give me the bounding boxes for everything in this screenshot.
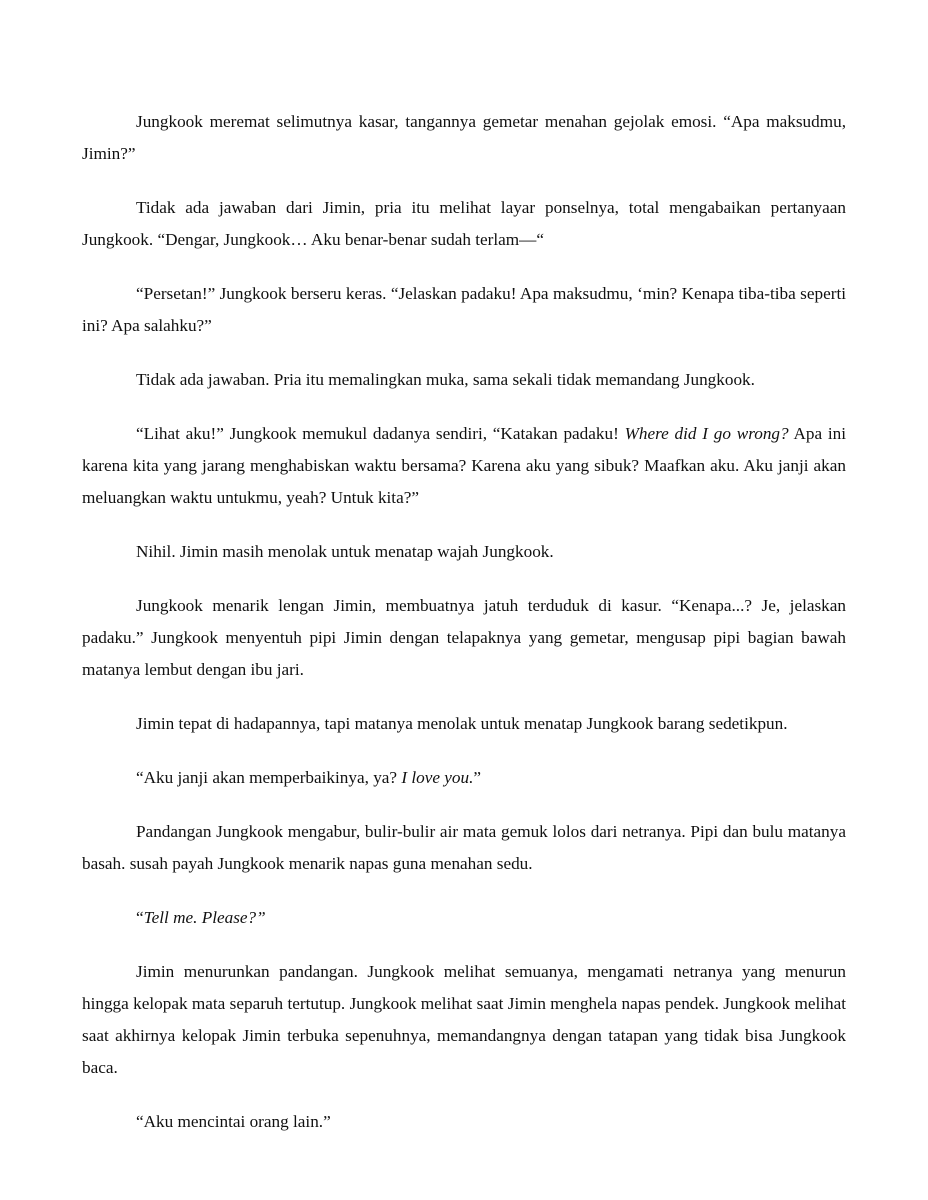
italic-text: I love you. <box>401 768 474 787</box>
paragraph <box>82 902 846 934</box>
paragraph <box>82 192 846 256</box>
paragraph-text: Pandangan Jungkook mengabur, bulir-bulir air mata gemuk lolos dari netranya. Pipi dan bulu matanya basah. susah payah Jungkook menarik napas guna menahan sedu. <box>82 822 846 873</box>
paragraph-text: Apa ini karena kita yang jarang menghabiskan waktu bersama? Karena aku yang sibuk? Maafkan aku. Aku janji akan meluangkan waktu untukmu, yeah? Untuk kita?” <box>82 424 846 507</box>
paragraph <box>82 1106 846 1138</box>
paragraph <box>82 762 846 794</box>
paragraph-text: “Lihat aku!” Jungkook memukul dadanya sendiri, “Katakan padaku! <box>136 424 625 443</box>
paragraph-text: Jimin menurunkan pandangan. Jungkook melihat semuanya, mengamati netranya yang menurun hingga kelopak mata separuh tertutup. Jungkook melihat saat Jimin menghela napas pendek. Jungkook melihat saat akhirnya kelopak Jimin terbuka sepenuhnya, memandangnya dengan tatapan yang tidak bisa Jungkook baca. <box>82 962 846 1077</box>
italic-text: Tell me. Please?” <box>143 908 266 927</box>
paragraph-text: Nihil. Jimin masih menolak untuk menatap wajah Jungkook. <box>136 542 554 561</box>
paragraph <box>82 418 846 514</box>
paragraph-text: Tidak ada jawaban dari Jimin, pria itu melihat layar ponselnya, total mengabaikan pertanyaan Jungkook. “Dengar, Jungkook… Aku benar-benar sudah terlam—“ <box>82 198 846 249</box>
paragraph <box>82 106 846 170</box>
italic-text: Where did I go wrong? <box>624 424 789 443</box>
paragraph <box>82 536 846 568</box>
paragraph-text: ” <box>473 768 482 787</box>
paragraph <box>82 590 846 686</box>
paragraph-text: “Persetan!” Jungkook berseru keras. “Jelaskan padaku! Apa maksudmu, ‘min? Kenapa tiba-tiba seperti ini? Apa salahku?” <box>82 284 846 335</box>
paragraph-text: Jimin tepat di hadapannya, tapi matanya menolak untuk menatap Jungkook barang sedetikpun. <box>136 714 788 733</box>
paragraph <box>82 708 846 740</box>
paragraph-text: “ <box>136 908 144 927</box>
paragraph-text: Jungkook meremat selimutnya kasar, tangannya gemetar menahan gejolak emosi. “Apa maksudmu, Jimin?” <box>82 112 846 163</box>
paragraph-text: Jungkook menarik lengan Jimin, membuatnya jatuh terduduk di kasur. “Kenapa...? Je, jelaskan padaku.” Jungkook menyentuh pipi Jimin dengan telapaknya yang gemetar, mengusap pipi bagian bawah matanya lembut dengan ibu jari. <box>82 596 846 679</box>
paragraph-text: “Aku janji akan memperbaikinya, ya? <box>136 768 402 787</box>
paragraph <box>82 816 846 880</box>
paragraph <box>82 956 846 1084</box>
paragraph-text: “Aku mencintai orang lain.” <box>136 1112 331 1131</box>
paragraph <box>82 364 846 396</box>
paragraph-text: Tidak ada jawaban. Pria itu memalingkan muka, sama sekali tidak memandang Jungkook. <box>136 370 755 389</box>
paragraph <box>82 278 846 342</box>
